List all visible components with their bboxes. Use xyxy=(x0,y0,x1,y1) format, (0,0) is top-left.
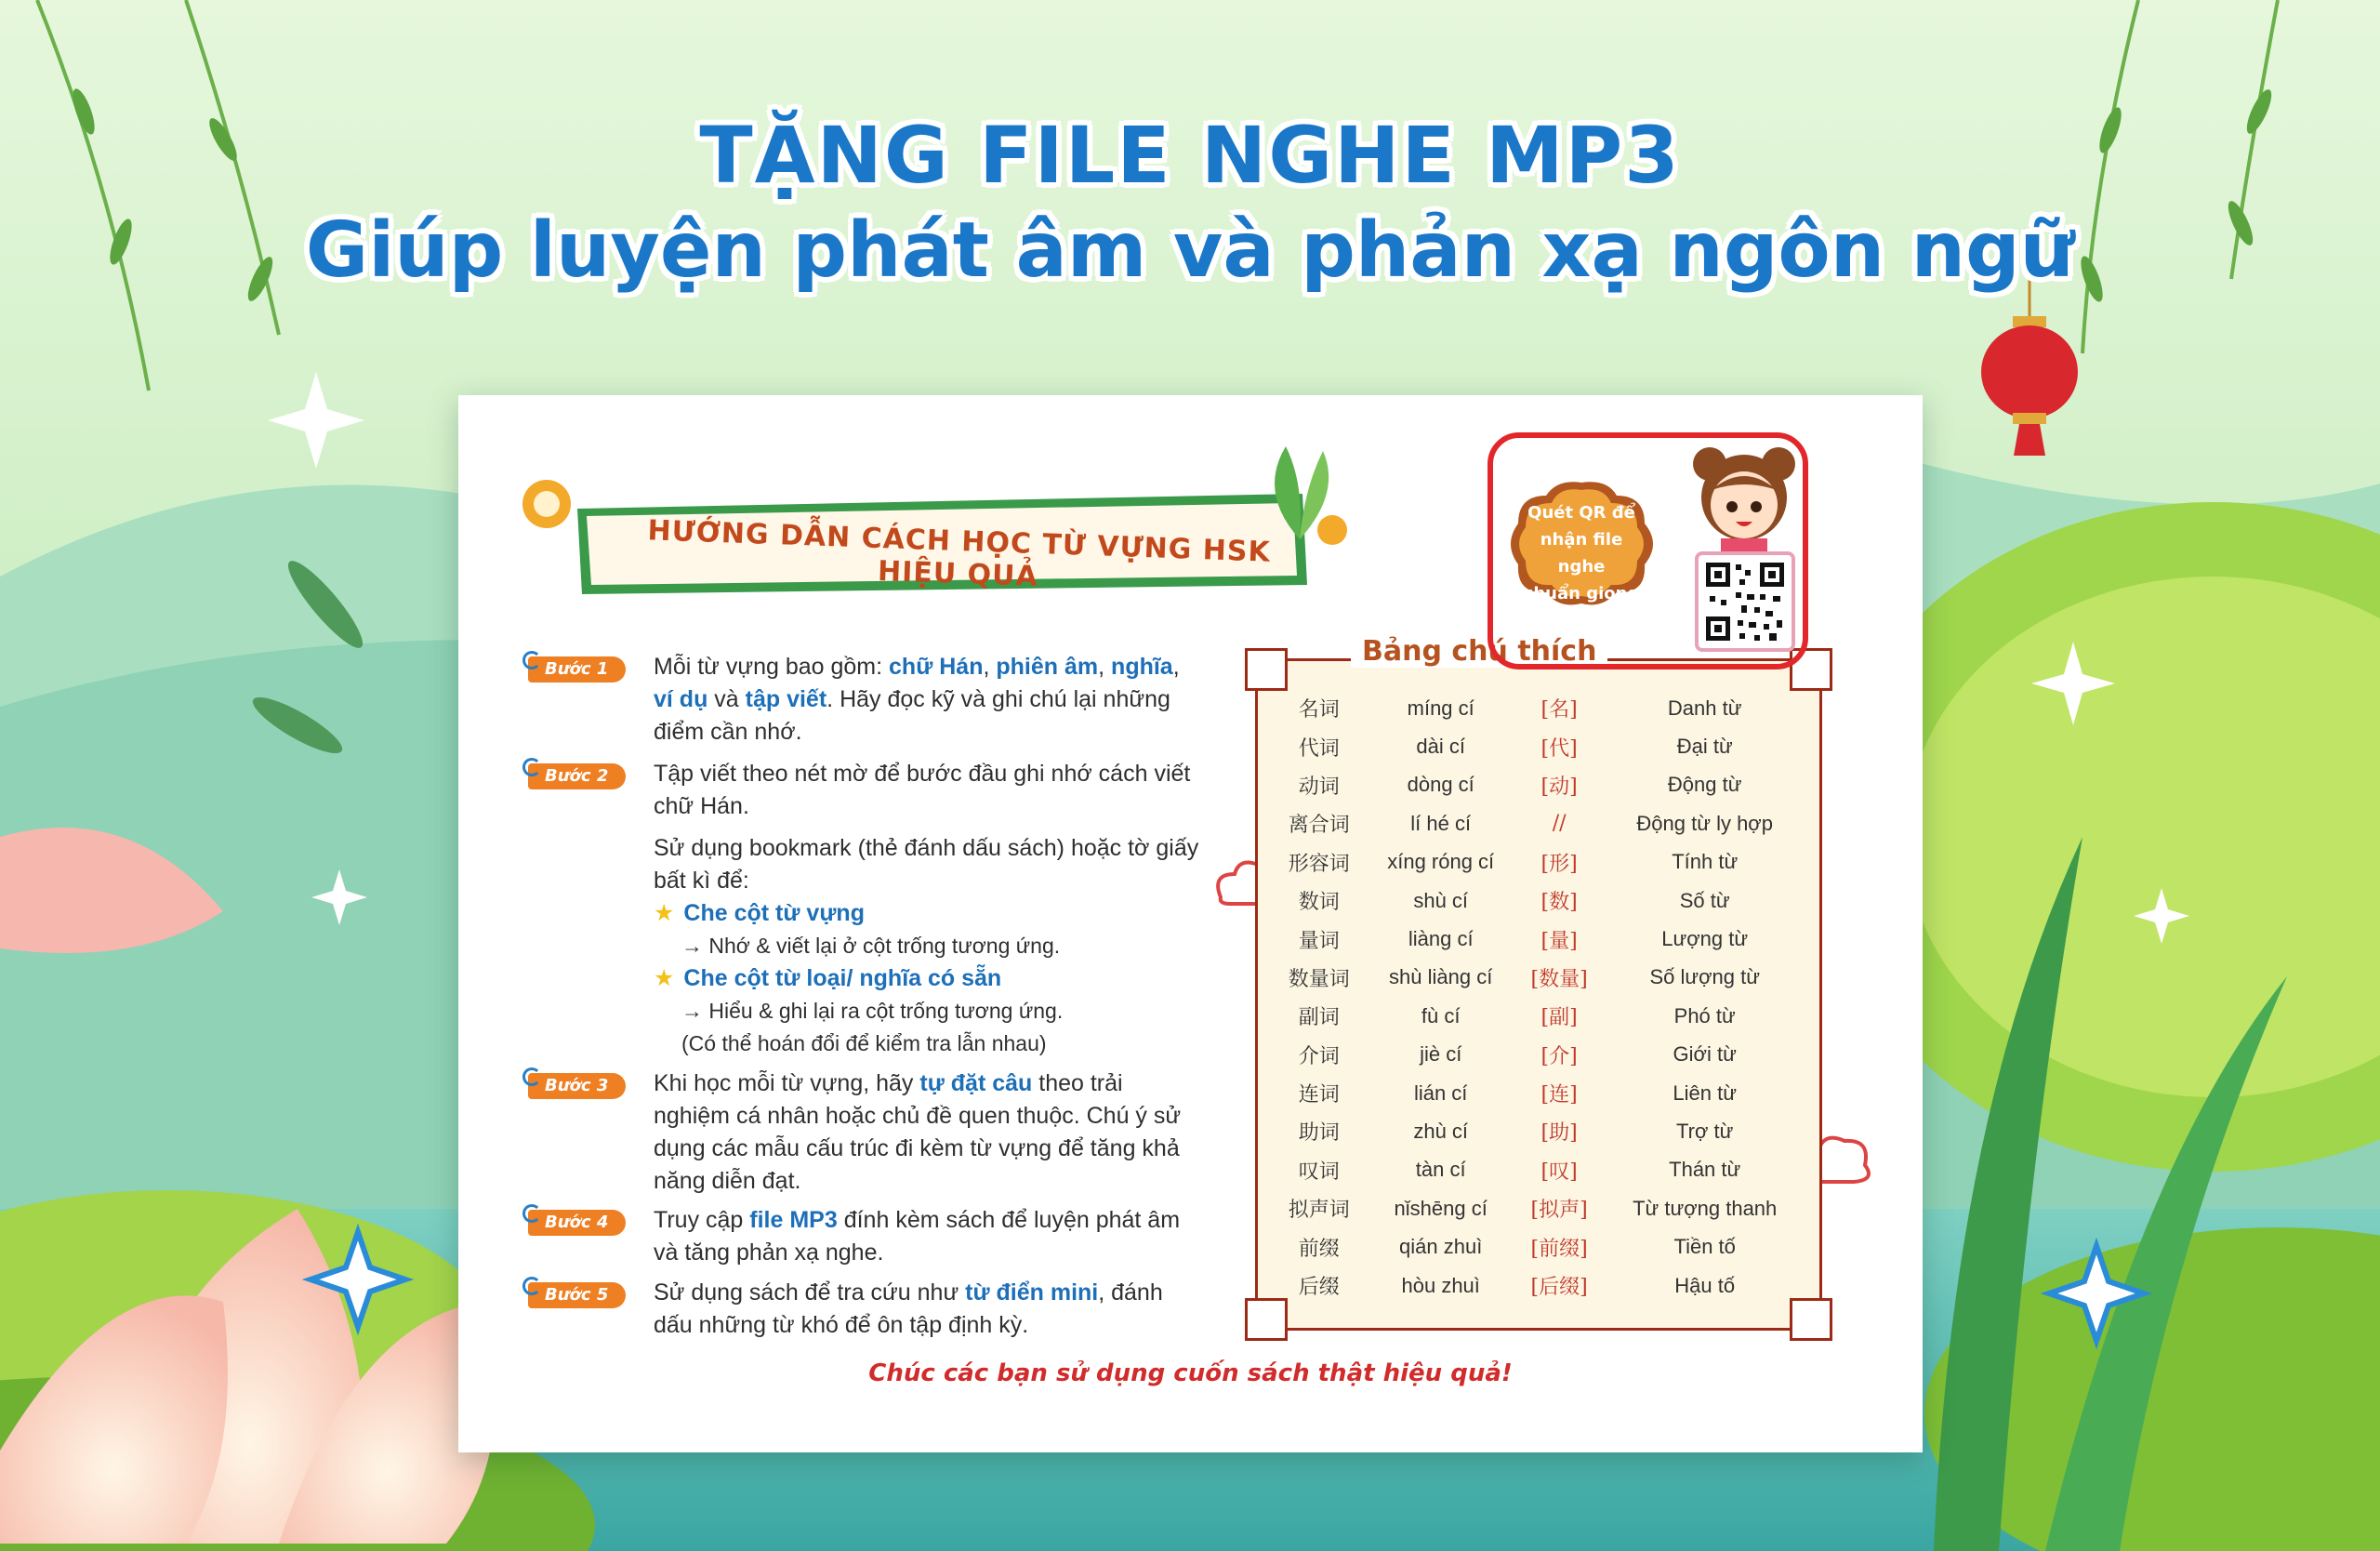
pinyin: zhù cí xyxy=(1413,1119,1469,1143)
vietnamese-meaning: Trợ từ xyxy=(1676,1119,1734,1143)
table-row xyxy=(1275,959,1809,997)
step-4-text: Truy cập file MP3 đính kèm sách để luyện phát âm và tăng phản xạ nghe. xyxy=(654,1207,1181,1266)
abbreviation: [代] xyxy=(1540,736,1578,761)
list-item: ★ Che cột từ vựng xyxy=(654,900,865,926)
step-2-paragraph-2: Sử dụng bookmark (thẻ đánh dấu sách) hoặc tờ giấy bất kì để: xyxy=(654,835,1199,894)
chinese-term: 介词 xyxy=(1298,1043,1340,1067)
pinyin: xíng róng cí xyxy=(1387,850,1495,874)
step-2-text xyxy=(654,758,1202,1060)
pinyin: nǐshēng cí xyxy=(1394,1196,1488,1220)
legend-table xyxy=(1255,635,1822,1331)
step-tag: Bước 2 xyxy=(528,763,626,789)
closing-message: Chúc các bạn sử dụng cuốn sách thật hiệu quả! xyxy=(868,1359,1513,1387)
table-row xyxy=(1275,920,1809,958)
pinyin: dòng cí xyxy=(1407,773,1474,797)
step-tag: Bước 5 xyxy=(528,1282,626,1308)
chinese-term: 拟声词 xyxy=(1288,1198,1350,1222)
legend-title: Bảng chú thích xyxy=(1351,635,1607,668)
table-row xyxy=(1275,804,1809,842)
vietnamese-meaning: Phó từ xyxy=(1673,1003,1736,1027)
abbreviation: [数量] xyxy=(1530,967,1588,991)
pinyin: míng cí xyxy=(1407,696,1474,720)
table-row xyxy=(1275,997,1809,1035)
vietnamese-meaning: Giới từ xyxy=(1673,1042,1737,1067)
table-row xyxy=(1275,1266,1809,1305)
pinyin: hòu zhuì xyxy=(1401,1273,1480,1297)
banner-title: HƯỚNG DẪN CÁCH HỌC TỪ VỰNG HSK HIỆU QUẢ xyxy=(646,514,1272,593)
chinese-term: 前缀 xyxy=(1298,1236,1340,1260)
vietnamese-meaning: Động từ xyxy=(1667,773,1742,797)
vietnamese-meaning: Số lượng từ xyxy=(1649,965,1760,989)
step-1-text: Mỗi từ vựng bao gồm: chữ Hán, phiên âm, nghĩa, ví dụ và tập viết. Hãy đọc kỹ và ghi chú lại những điểm cần nhớ. xyxy=(654,654,1180,745)
table-row xyxy=(1275,1151,1809,1189)
abbreviation: [叹] xyxy=(1540,1160,1578,1184)
headline-subtitle: Giúp luyện phát âm và phản xạ ngôn ngữ xyxy=(305,206,2075,295)
table-row xyxy=(1275,727,1809,765)
table-row xyxy=(1275,1227,1809,1266)
chinese-term: 离合词 xyxy=(1288,813,1350,837)
chinese-term: 名词 xyxy=(1298,697,1340,722)
list-item-note: → Hiểu & ghi lại ra cột trống tương ứng. xyxy=(681,999,1064,1023)
leaf-decoration xyxy=(1249,437,1351,549)
abbreviation: [前缀] xyxy=(1530,1237,1588,1261)
chinese-term: 量词 xyxy=(1298,928,1340,952)
vietnamese-meaning: Lượng từ xyxy=(1661,927,1749,951)
chinese-term: 连词 xyxy=(1298,1082,1340,1107)
abbreviation: [后缀] xyxy=(1530,1276,1588,1300)
book-page xyxy=(458,395,1923,1452)
flower-icon xyxy=(514,474,579,530)
chinese-term: 形容词 xyxy=(1288,851,1350,875)
abbreviation: [动] xyxy=(1540,775,1578,799)
pinyin: jiè cí xyxy=(1420,1042,1462,1067)
step-2-paragraph-1: Tập viết theo nét mờ để bước đầu ghi nhớ cách viết chữ Hán. xyxy=(654,761,1191,819)
vietnamese-meaning: Từ tượng thanh xyxy=(1633,1196,1778,1220)
star-bullet-icon: ★ xyxy=(654,965,675,991)
chinese-term: 数量词 xyxy=(1288,966,1350,990)
table-row xyxy=(1275,1074,1809,1112)
abbreviation: [介] xyxy=(1540,1044,1578,1068)
pinyin: lián cí xyxy=(1413,1080,1468,1105)
table-row xyxy=(1275,843,1809,882)
vietnamese-meaning: Đại từ xyxy=(1676,735,1733,759)
pinyin: shù liàng cí xyxy=(1389,965,1493,989)
qr-badge-text: Quét QR để nhận file nghe chuẩn giọng xyxy=(1523,503,1640,603)
table-row xyxy=(1275,882,1809,920)
step-tag: Bước 4 xyxy=(528,1210,626,1236)
abbreviation: [量] xyxy=(1540,929,1578,953)
cartoon-girl xyxy=(1684,444,1805,555)
corner-ornament xyxy=(1245,648,1288,691)
table-row xyxy=(1275,1112,1809,1150)
pinyin: liàng cí xyxy=(1408,927,1474,951)
vietnamese-meaning: Hậu tố xyxy=(1674,1273,1736,1297)
abbreviation: [拟声] xyxy=(1530,1199,1588,1223)
chinese-term: 副词 xyxy=(1298,1005,1340,1029)
legend-grid xyxy=(1275,689,1809,1305)
star-bullet-icon: ★ xyxy=(654,900,675,926)
abbreviation: [名] xyxy=(1540,698,1578,722)
list-item-note: (Có thể hoán đổi để kiểm tra lẫn nhau) xyxy=(681,1031,1047,1055)
abbreviation: [连] xyxy=(1540,1083,1578,1107)
pinyin: lí hé cí xyxy=(1410,811,1472,835)
chinese-term: 叹词 xyxy=(1298,1159,1340,1183)
list-item-note: → Nhớ & viết lại ở cột trống tương ứng. xyxy=(681,934,1061,958)
list-item: ★ Che cột từ loại/ nghĩa có sẵn xyxy=(654,965,1002,991)
vietnamese-meaning: Số từ xyxy=(1679,888,1730,912)
abbreviation: [助] xyxy=(1540,1121,1578,1146)
pinyin: tàn cí xyxy=(1415,1158,1466,1182)
chinese-term: 助词 xyxy=(1298,1120,1340,1145)
chinese-term: 动词 xyxy=(1298,774,1340,798)
step-3-text: Khi học mỗi từ vựng, hãy tự đặt câu theo trải nghiệm cá nhân hoặc chủ đề quen thuộc. Chú ý sử dụng các mẫu cấu trúc đi kèm từ vựng để tăng khả năng diễn đạt. xyxy=(654,1070,1182,1194)
pinyin: fù cí xyxy=(1421,1003,1461,1027)
abbreviation: [形] xyxy=(1540,852,1578,876)
vietnamese-meaning: Tính từ xyxy=(1672,850,1739,874)
chinese-term: 代词 xyxy=(1298,736,1340,760)
pinyin: dài cí xyxy=(1416,735,1465,759)
table-row xyxy=(1275,766,1809,804)
chinese-term: 数词 xyxy=(1298,890,1340,914)
vietnamese-meaning: Động từ ly hợp xyxy=(1636,811,1773,835)
step-tag: Bước 3 xyxy=(528,1073,626,1099)
step-5-text: Sử dụng sách để tra cứu như từ điển mini, đánh dấu những từ khó để ôn tập định kỳ. xyxy=(654,1279,1163,1338)
headline-title: TẶNG FILE NGHE MP3 xyxy=(699,110,1681,201)
abbreviation: // xyxy=(1552,812,1567,836)
qr-code[interactable] xyxy=(1695,551,1795,652)
vietnamese-meaning: Liên từ xyxy=(1673,1080,1737,1105)
chinese-term: 后缀 xyxy=(1298,1275,1340,1299)
table-row xyxy=(1275,1189,1809,1227)
pinyin: qián zhuì xyxy=(1399,1235,1483,1259)
abbreviation: [数] xyxy=(1540,891,1578,915)
step-tag: Bước 1 xyxy=(528,656,626,683)
vietnamese-meaning: Tiền tố xyxy=(1673,1235,1736,1259)
vietnamese-meaning: Danh từ xyxy=(1667,696,1742,720)
pinyin: shù cí xyxy=(1413,888,1469,912)
vietnamese-meaning: Thán từ xyxy=(1669,1158,1741,1182)
table-row xyxy=(1275,1036,1809,1074)
table-row xyxy=(1275,689,1809,727)
abbreviation: [副] xyxy=(1540,1006,1578,1030)
